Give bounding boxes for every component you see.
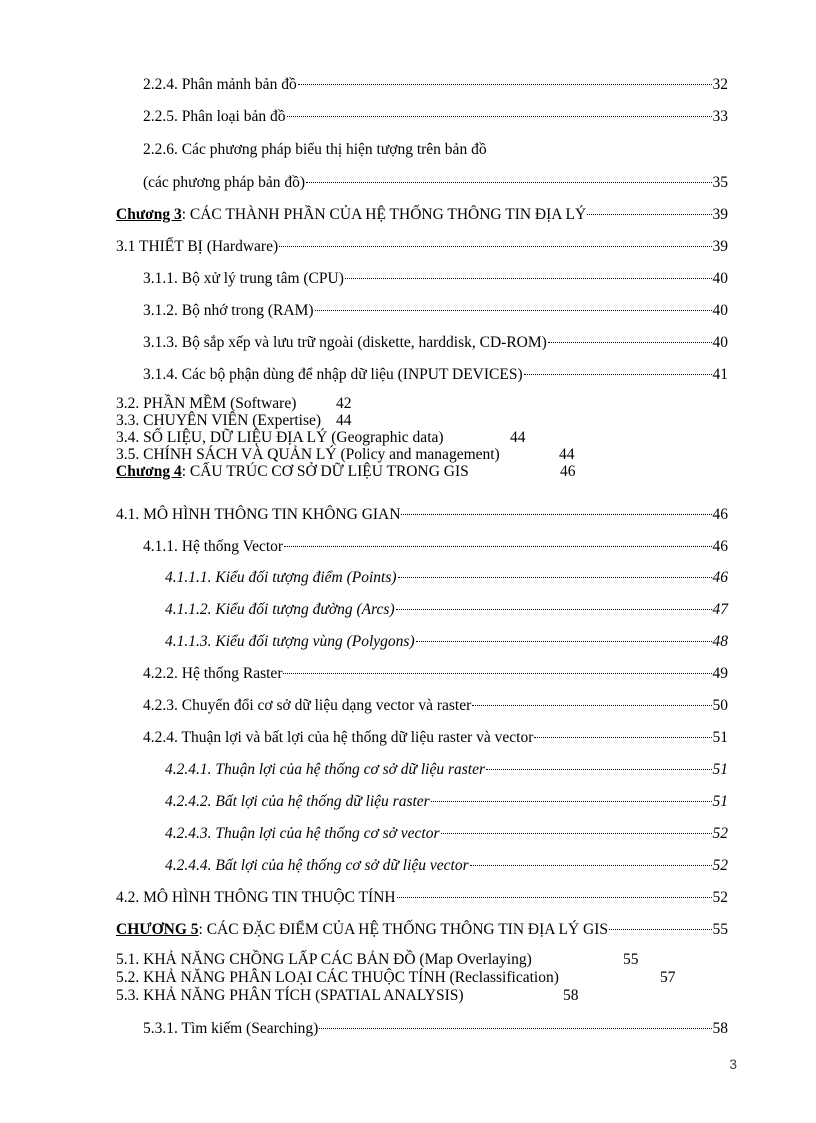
toc-entry[interactable] bbox=[143, 537, 728, 557]
toc-entry-page: 51 bbox=[712, 761, 728, 778]
toc-entry[interactable] bbox=[116, 951, 639, 968]
toc-entry-page: 55 bbox=[623, 951, 639, 968]
toc-entry-page: 46 bbox=[712, 506, 728, 523]
toc-entry-page: 52 bbox=[712, 889, 728, 906]
toc-entry[interactable] bbox=[116, 395, 352, 412]
toc-entry[interactable] bbox=[143, 365, 728, 385]
leader-dots bbox=[315, 310, 712, 311]
toc-entry[interactable] bbox=[143, 333, 728, 353]
toc-entry[interactable] bbox=[143, 728, 728, 748]
toc-entry-title: 4.2. MÔ HÌNH THÔNG TIN THUỘC TÍNH bbox=[116, 889, 396, 906]
toc-entry-page: 52 bbox=[712, 825, 728, 842]
toc-entry-page: 44 bbox=[510, 429, 526, 446]
toc-entry-title: 2.2.4. Phân mảnh bản đồ bbox=[143, 76, 297, 93]
toc-entry[interactable] bbox=[143, 1019, 728, 1039]
toc-entry-title: 3.5. CHÍNH SÁCH VÀ QUẢN LÝ (Policy and management) bbox=[116, 446, 500, 463]
leader-dots bbox=[416, 641, 712, 642]
leader-dots bbox=[524, 374, 712, 375]
toc-entry[interactable] bbox=[143, 664, 728, 684]
chapter-title: : CÁC THÀNH PHẦN CỦA HỆ THỐNG THÔNG TIN ĐỊA LÝ bbox=[181, 206, 587, 223]
toc-entry-title: 3.4. SỐ LIỆU, DỮ LIỆU ĐỊA LÝ (Geographic data) bbox=[116, 429, 444, 446]
toc-entry-title: 4.1. MÔ HÌNH THÔNG TIN KHÔNG GIAN bbox=[116, 506, 401, 523]
toc-entry-page: 57 bbox=[660, 969, 676, 986]
toc-entry[interactable] bbox=[116, 505, 728, 525]
toc-entry[interactable] bbox=[143, 301, 728, 321]
toc-entry[interactable] bbox=[116, 237, 728, 257]
toc-entry[interactable] bbox=[116, 429, 526, 446]
toc-entry[interactable] bbox=[165, 824, 728, 844]
page-number: 3 bbox=[729, 1056, 737, 1072]
toc-chapter[interactable] bbox=[116, 463, 576, 480]
toc-entry[interactable] bbox=[165, 568, 728, 588]
leader-dots bbox=[587, 214, 711, 215]
toc-entry[interactable] bbox=[116, 888, 728, 908]
toc-entry[interactable] bbox=[116, 446, 575, 463]
leader-dots bbox=[283, 673, 711, 674]
toc-entry-title: 3.1 THIẾT BỊ (Hardware) bbox=[116, 238, 279, 255]
toc-entry-page: 50 bbox=[712, 697, 728, 714]
leader-dots bbox=[298, 84, 712, 85]
toc-entry[interactable] bbox=[143, 696, 728, 716]
leader-dots bbox=[396, 609, 712, 610]
toc-entry-title: 5.2. KHẢ NĂNG PHÂN LOẠI CÁC THUỘC TÍNH (Reclassification) bbox=[116, 969, 559, 986]
chapter-label: Chương 4 bbox=[116, 463, 182, 480]
toc-entry-page: 44 bbox=[336, 412, 352, 429]
toc-entry-title: 5.3.1. Tìm kiếm (Searching) bbox=[143, 1020, 319, 1037]
toc-entry-title: 4.2.4.4. Bất lợi của hệ thống cơ sở dữ liệu vector bbox=[165, 857, 469, 874]
toc-entry[interactable] bbox=[165, 632, 728, 652]
toc-entry-page: 51 bbox=[712, 793, 728, 810]
toc-entry-page: 46 bbox=[712, 569, 728, 586]
toc-entry-title: 3.1.1. Bộ xử lý trung tâm (CPU) bbox=[143, 270, 344, 287]
chapter-label: Chương 3 bbox=[116, 206, 182, 223]
leader-dots bbox=[279, 246, 711, 247]
toc-entry[interactable] bbox=[165, 792, 728, 812]
toc-entry-page: 58 bbox=[712, 1020, 728, 1037]
chapter-title: : CÁC ĐẶC ĐIỂM CỦA HỆ THỐNG THÔNG TIN ĐỊA LÝ GIS bbox=[198, 921, 608, 938]
toc-entry-page: 44 bbox=[559, 446, 575, 463]
toc-entry-title: 4.1.1.2. Kiểu đối tượng đường (Arcs) bbox=[165, 601, 395, 618]
toc-entry-title: 4.1.1. Hệ thống Vector bbox=[143, 538, 284, 555]
leader-dots bbox=[534, 737, 711, 738]
leader-dots bbox=[548, 342, 712, 343]
toc-entry-title: 4.2.4. Thuận lợi và bất lợi của hệ thống dữ liệu raster và vector bbox=[143, 729, 534, 746]
leader-dots bbox=[470, 865, 712, 866]
toc-entry-title: 4.1.1.3. Kiểu đối tượng vùng (Polygons) bbox=[165, 633, 415, 650]
toc-entry-page: 32 bbox=[712, 76, 728, 93]
chapter-title: : CẤU TRÚC CƠ SỞ DỮ LIỆU TRONG GIS bbox=[181, 463, 469, 480]
toc-entry[interactable] bbox=[116, 969, 676, 986]
toc-entry[interactable] bbox=[165, 856, 728, 876]
toc-entry-page: 48 bbox=[712, 633, 728, 650]
toc-entry[interactable] bbox=[143, 107, 728, 127]
leader-dots bbox=[287, 116, 712, 117]
leader-dots bbox=[319, 1028, 711, 1029]
toc-entry-page: 47 bbox=[712, 601, 728, 618]
toc-entry-title: 5.1. KHẢ NĂNG CHỒNG LẤP CÁC BẢN ĐỒ (Map Overlaying) bbox=[116, 951, 532, 968]
toc-entry[interactable] bbox=[143, 269, 728, 289]
toc-chapter[interactable] bbox=[116, 205, 728, 225]
toc-entry-page: 39 bbox=[712, 206, 728, 223]
leader-dots bbox=[284, 546, 711, 547]
toc-entry-title: 4.2.4.1. Thuận lợi của hệ thống cơ sở dữ liệu raster bbox=[165, 761, 486, 778]
leader-dots bbox=[609, 929, 712, 930]
toc-entry-title: 4.2.3. Chuyển đổi cơ sở dữ liệu dạng vector và raster bbox=[143, 697, 472, 714]
toc-entry-page: 39 bbox=[712, 238, 728, 255]
leader-dots bbox=[306, 182, 711, 183]
toc-entry-title: 2.2.5. Phân loại bản đồ bbox=[143, 108, 286, 125]
toc-entry-page: 49 bbox=[712, 665, 728, 682]
leader-dots bbox=[472, 705, 711, 706]
leader-dots bbox=[486, 769, 711, 770]
toc-entry-title: 3.1.4. Các bộ phận dùng để nhập dữ liệu (INPUT DEVICES) bbox=[143, 366, 523, 383]
toc-entry[interactable] bbox=[165, 600, 728, 620]
toc-entry-title: 4.2.4.3. Thuận lợi của hệ thống cơ sở vector bbox=[165, 825, 440, 842]
toc-entry-page: 58 bbox=[563, 987, 579, 1004]
leader-dots bbox=[401, 514, 711, 515]
toc-entry-page: 46 bbox=[712, 538, 728, 555]
toc-entry-title: 3.3. CHUYÊN VIÊN (Expertise) bbox=[116, 412, 322, 429]
toc-entry-title: 3.2. PHẦN MỀM (Software) bbox=[116, 395, 297, 412]
toc-entry-page: 52 bbox=[712, 857, 728, 874]
toc-entry-page: 40 bbox=[712, 334, 728, 351]
toc-entry-page: 46 bbox=[560, 463, 576, 480]
toc-entry[interactable] bbox=[143, 173, 728, 193]
toc-entry-page: 55 bbox=[712, 921, 728, 938]
toc-chapter[interactable] bbox=[116, 920, 728, 940]
leader-dots bbox=[441, 833, 712, 834]
toc-entry-title: 3.1.3. Bộ sắp xếp và lưu trữ ngoài (diskette, harddisk, CD-ROM) bbox=[143, 334, 547, 351]
leader-dots bbox=[431, 801, 712, 802]
toc-entry[interactable] bbox=[116, 987, 579, 1004]
toc-entry-title: 2.2.6. Các phương pháp biểu thị hiện tượng trên bản đồ bbox=[143, 141, 487, 158]
toc-entry-title: 4.2.4.2. Bất lợi của hệ thống dữ liệu raster bbox=[165, 793, 430, 810]
toc-entry[interactable] bbox=[143, 75, 728, 95]
toc-entry[interactable] bbox=[165, 760, 728, 780]
toc-entry-title: 5.3. KHẢ NĂNG PHÂN TÍCH (SPATIAL ANALYSIS) bbox=[116, 987, 464, 1004]
toc-entry-title: 4.1.1.1. Kiểu đối tượng điểm (Points) bbox=[165, 569, 397, 586]
toc-entry-page: 40 bbox=[712, 270, 728, 287]
toc-entry-page: 40 bbox=[712, 302, 728, 319]
toc-entry[interactable] bbox=[116, 412, 352, 429]
leader-dots bbox=[345, 278, 712, 279]
chapter-label: CHƯƠNG 5 bbox=[116, 921, 199, 938]
toc-entry-page: 35 bbox=[712, 174, 728, 191]
leader-dots bbox=[397, 897, 712, 898]
toc-entry-title: (các phương pháp bản đồ) bbox=[143, 174, 306, 191]
toc-entry-title: 4.2.2. Hệ thống Raster bbox=[143, 665, 283, 682]
toc-entry-page: 42 bbox=[336, 395, 352, 412]
leader-dots bbox=[398, 577, 712, 578]
toc-entry-page: 33 bbox=[712, 108, 728, 125]
toc-entry-page: 41 bbox=[712, 366, 728, 383]
toc-entry-page: 51 bbox=[712, 729, 728, 746]
toc-entry-first-line[interactable] bbox=[143, 140, 728, 160]
toc-entry-title: 3.1.2. Bộ nhớ trong (RAM) bbox=[143, 302, 314, 319]
